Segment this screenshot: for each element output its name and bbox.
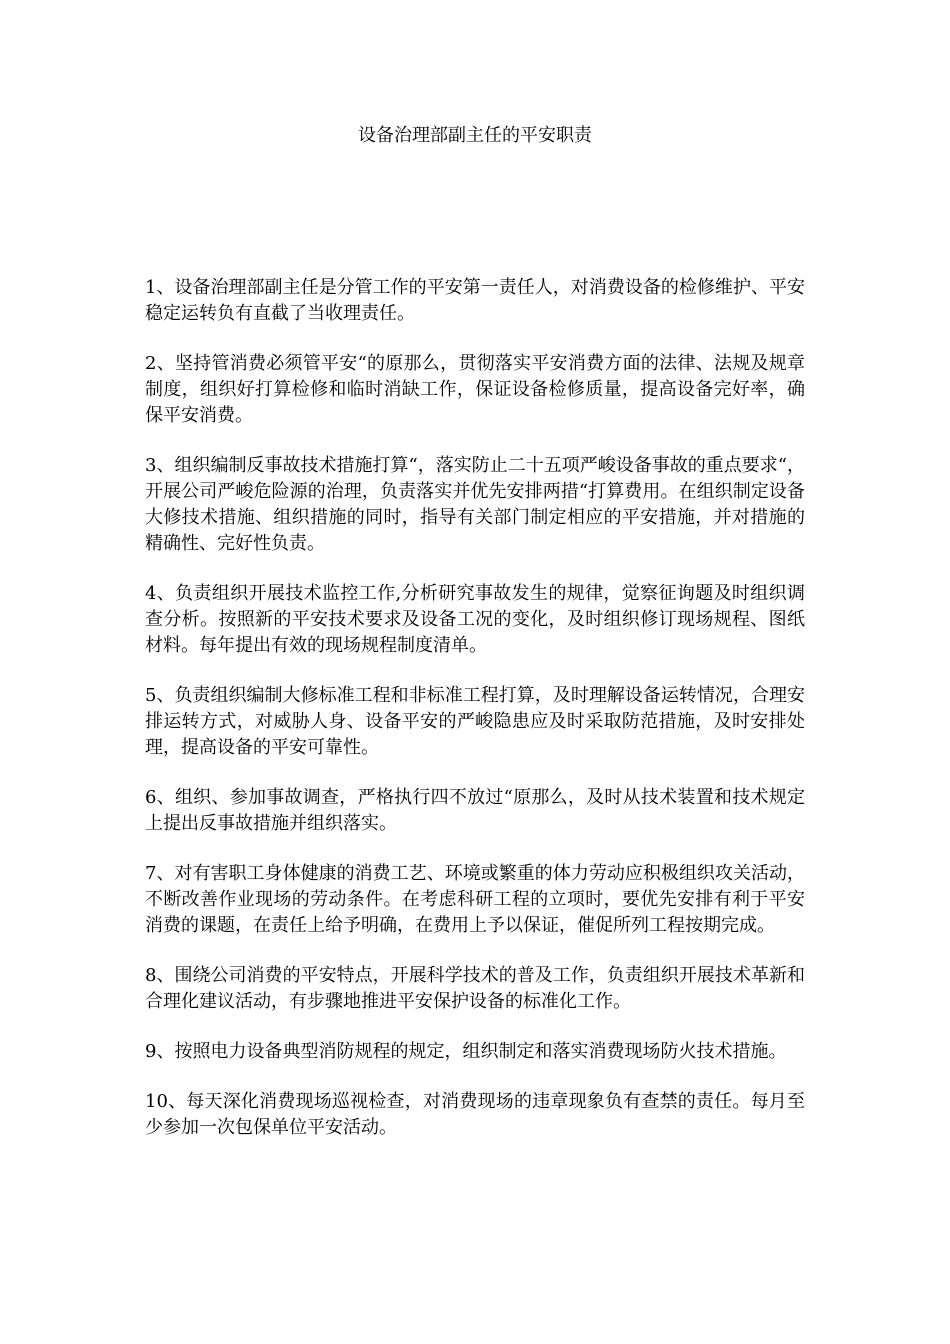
paragraph-9: 9、按照电力设备典型消防规程的规定，组织制定和落实消费现场防火技术措施。 — [145, 1041, 787, 1062]
document-title: 设备治理部副主任的平安职责 — [358, 125, 592, 146]
paragraph-2: 2、坚持管消费必须管平安“的原那么，贯彻落实平安消费方面的法律、法规及规章制度，组织好打算检修和临时消缺工作，保证设备检修质量，提高设备完好率，确保平安消费。 — [145, 353, 805, 426]
paragraph-8: 8、围绕公司消费的平安特点，开展科学技术的普及工作，负责组织开展技术革新和合理化建议活动，有步骤地推进平安保护设备的标准化工作。 — [145, 965, 805, 1012]
paragraph-6: 6、组织、参加事故调查，严格执行四不放过“原那么，及时从技术装置和技术规定上提出反事故措施并组织落实。 — [145, 787, 805, 834]
paragraph-3: 3、组织编制反事故技术措施打算“，落实防止二十五项严峻设备事故的重点要求“，开展公司严峻危险源的治理，负责落实并优先安排两措“打算费用。在组织制定设备大修技术措施、组织措施的同时，指导有关部门制定相应的平安措施，并对措施的精确性、完好性负责。 — [145, 455, 805, 554]
paragraph-7: 7、对有害职工身体健康的消费工艺、环境或繁重的体力劳动应积极组织攻关活动，不断改善作业现场的劳动条件。在考虑科研工程的立项时，要优先安排有利于平安消费的课题，在责任上给予明确，在费用上予以保证，催促所列工程按期完成。 — [145, 863, 805, 936]
document-body — [145, 275, 805, 1165]
paragraph-10: 10、每天深化消费现场巡视检查，对消费现场的违章现象负有查禁的责任。每月至少参加一次包保单位平安活动。 — [145, 1091, 805, 1138]
paragraph-5: 5、负责组织编制大修标准工程和非标准工程打算，及时理解设备运转情况，合理安排运转方式，对威胁人身、设备平安的严峻隐患应及时采取防范措施，及时安排处理，提高设备的平安可靠性。 — [145, 685, 805, 758]
paragraph-4: 4、负责组织开展技术监控工作,分析研究事故发生的规律，觉察征询题及时组织调查分析。按照新的平安技术要求及设备工况的变化，及时组织修订现场规程、图纸材料。每年提出有效的现场规程制度清单。 — [145, 583, 805, 656]
paragraph-1: 1、设备治理部副主任是分管工作的平安第一责任人，对消费设备的检修维护、平安稳定运转负有直截了当收理责任。 — [145, 277, 805, 324]
